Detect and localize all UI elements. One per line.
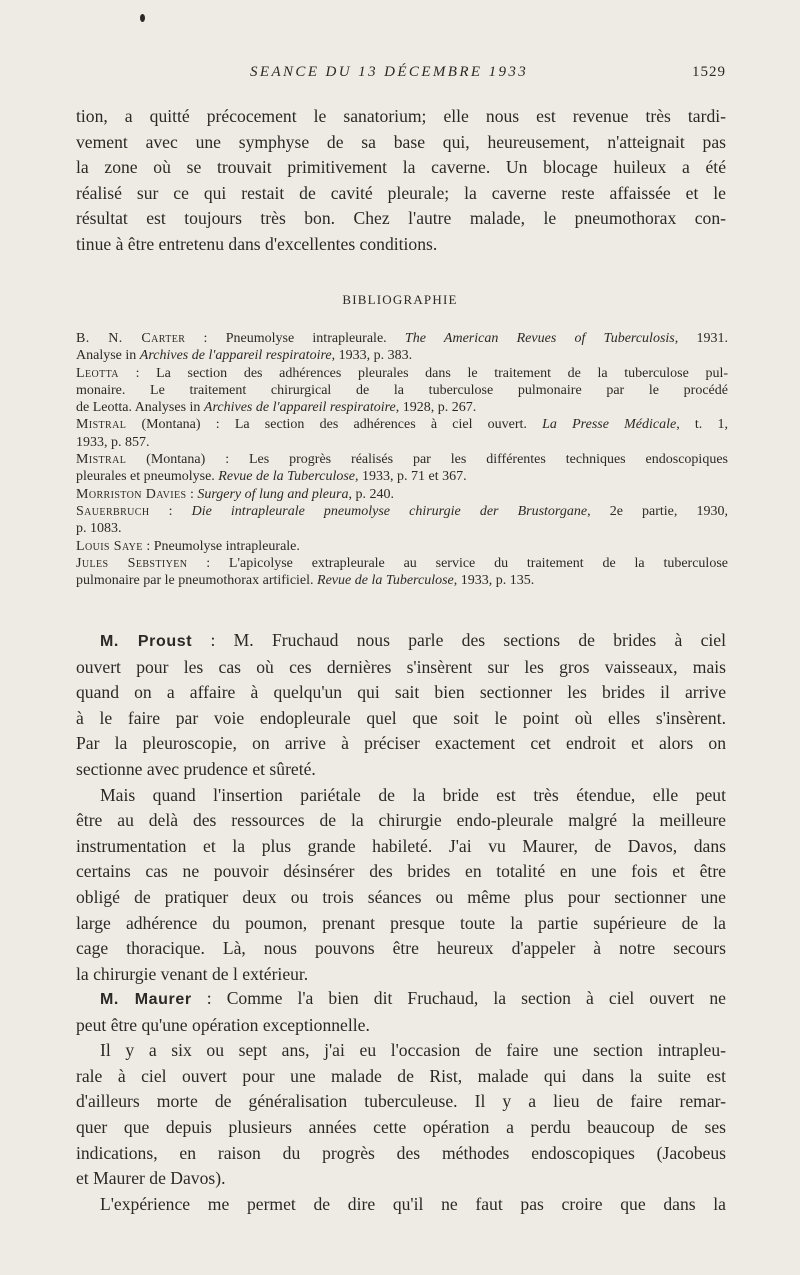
bibliography-text: de Leotta. Analyses in [76, 400, 204, 416]
bibliography-entry [76, 365, 728, 417]
bibliography-text: : La section des adhérences pleurales dans le traitement de la tuberculose pul- [118, 365, 728, 381]
bibliography-text: , 1933, p. 383. [331, 348, 413, 364]
page-number: 1529 [692, 64, 726, 80]
bibliography-author: Leotta [76, 365, 119, 381]
text-line: à le faire par voie endopleurale quel que soit le point où elles s'insèrent. [76, 707, 726, 728]
text-line: tinue à être entretenu dans d'excellentes conditions. [76, 233, 438, 254]
bibliography-text: , 1931. [674, 331, 728, 346]
bibliography-line [76, 330, 728, 347]
text-line: instrumentation et la plus grande habileté. J'ai vu Maurer, de Davos, dans [76, 835, 726, 856]
bibliography-work-title: Archives de l'appareil respiratoire [139, 348, 332, 364]
bibliography-author: Louis Saye [76, 538, 143, 554]
text-line: peut être qu'une opération exceptionnelle. [76, 1014, 370, 1035]
bibliography-work-title: La Presse Médicale [542, 417, 677, 433]
text-line: indications, en raison du progrès des méthodes endoscopiques (Jacobeus [76, 1142, 726, 1163]
bibliography-line [76, 416, 728, 433]
bibliography-text: : Pneumolyse intrapleurale. [185, 331, 405, 346]
speaker-name: M. Proust [100, 633, 193, 650]
bibliography-author: B. N. Carter [76, 331, 186, 346]
bibliography-entry [76, 538, 728, 555]
text-line: obligé de pratiquer deux ou trois séances ou même plus pour sectionner une [76, 886, 726, 907]
running-title: SEANCE DU 13 DÉCEMBRE 1933 [250, 64, 529, 80]
bibliography-text: p. 1083. [76, 521, 122, 537]
bibliography-text: , 2e partie, 1930, [587, 503, 728, 519]
maurer-intervention [76, 986, 726, 1217]
maurer-paragraph-1 [76, 986, 726, 1038]
text-line: large adhérence du poumon, prenant presque toute la partie supérieure de la [76, 912, 726, 933]
text-line: quer que depuis plusieurs années cette opération a perdu beaucoup de ses [76, 1116, 726, 1137]
text-line: ouvert pour les cas où ces dernières s'insèrent sur les gros vaisseaux, mais [76, 656, 726, 677]
text-line: quand on a affaire à quelqu'un qui sait bien sectionner les brides il arrive [76, 682, 726, 703]
text-line: résultat est toujours très bon. Chez l'autre malade, le pneumothorax con- [76, 208, 726, 229]
bibliography-text: (Montana) : La section des adhérences à ciel ouvert. [126, 417, 543, 433]
bibliography-line [76, 486, 728, 503]
bibliography-entry [76, 555, 728, 590]
running-header [0, 64, 800, 86]
bibliography-text: , 1933, p. 135. [453, 573, 535, 589]
bibliography-line [76, 468, 728, 485]
bibliography-text: Analyse in [76, 348, 140, 364]
bibliography-text: : [186, 486, 198, 502]
text-line: la zone où se trouvait primitivement la caverne. Un blocage huileux a été [76, 157, 726, 178]
bibliography-author: Sauerbruch [76, 503, 150, 519]
maurer-paragraph-2 [76, 1038, 726, 1192]
bibliography-line [76, 572, 728, 589]
text-line: Mais quand l'insertion pariétale de la bride est très étendue, elle peut [100, 784, 726, 805]
bibliography-text: monaire. Le traitement chirurgical de la tuberculose pulmonaire par le procédé [76, 382, 728, 398]
bibliography-text: pleurales et pneumolyse. [76, 469, 219, 485]
bibliography-text: , t. 1, [676, 417, 728, 433]
bibliography-author: Jules Sebstiyen [76, 555, 188, 571]
proust-intervention [76, 628, 726, 987]
bibliography-title: BIBLIOGRAPHIE [342, 292, 458, 307]
bibliography-text: , 1933, p. 71 et 367. [355, 469, 467, 485]
bibliography-author: Mistral [76, 417, 127, 433]
bibliography-text: : L'apicolyse extrapleurale au service du traitement de la tuberculose [187, 555, 728, 571]
bibliography-entry [76, 503, 728, 538]
bibliography-line [76, 347, 728, 364]
text-line: la chirurgie venant de l extérieur. [76, 963, 309, 984]
intro-paragraph [76, 104, 726, 258]
bibliography-work-title: The American Revues of Tuberculosis [404, 331, 675, 346]
ink-speck [140, 14, 145, 22]
bibliography-entry [76, 451, 728, 486]
bibliography-entry [76, 486, 728, 503]
bibliography-line [76, 520, 728, 537]
bibliography-work-title: Surgery of lung and pleura [197, 486, 349, 502]
text-line: d'ailleurs morte de généralisation tuberculeuse. Il y a lieu de faire remar- [76, 1091, 726, 1112]
bibliography-text: : Pneumolyse intrapleurale. [142, 538, 300, 554]
bibliography-author: Morriston Davies [76, 486, 187, 502]
bibliography-text: , 1928, p. 267. [395, 400, 477, 416]
bibliography-text: (Montana) : Les progrès réalisés par les différentes techniques endoscopiques [126, 452, 728, 468]
text-line: sectionne avec prudence et sûreté. [76, 758, 316, 779]
text-line: M. Proust : M. Fruchaud nous parle des sections de brides à ciel [100, 630, 726, 650]
bibliography-line [76, 538, 728, 555]
text-line: rale à ciel ouvert pour une malade de Rist, malade qui dans la suite est [76, 1065, 726, 1086]
bibliography-list [76, 330, 728, 589]
bibliography-text: 1933, p. 857. [76, 434, 150, 450]
proust-paragraph-2 [76, 783, 726, 988]
text-line: être au delà des ressources de la chirurgie endo-pleurale malgré la meilleure [76, 810, 726, 831]
bibliography-work-title: Revue de la Tuberculose [218, 469, 356, 485]
bibliography-entry [76, 416, 728, 451]
bibliography-work-title: Revue de la Tuberculose [317, 573, 454, 589]
text-line: vement avec une symphyse de sa base qui, heureusement, n'atteignait pas [76, 131, 726, 152]
bibliography-text: pulmonaire par le pneumothorax artificiel. [76, 573, 318, 589]
bibliography-line [76, 399, 728, 416]
text-line: M. Maurer : Comme l'a bien dit Fruchaud, la section à ciel ouvert ne [100, 988, 726, 1008]
bibliography-line [76, 382, 728, 399]
text-line: certains cas ne pouvoir désinsérer des brides en totalité en une fois et être [76, 861, 726, 882]
proust-paragraph-1 [76, 628, 726, 783]
bibliography-entry [76, 330, 728, 365]
bibliography-line [76, 503, 728, 520]
text-line: cage thoracique. Là, nous pouvons être heureux d'appeler à notre secours [76, 938, 726, 959]
text-line: Par la pleuroscopie, on arrive à préciser exactement cet endroit et alors on [76, 733, 726, 754]
bibliography-line [76, 451, 728, 468]
bibliography-text: : [149, 503, 192, 519]
bibliography-line [76, 365, 728, 382]
intro-text [76, 104, 726, 258]
text-line: Il y a six ou sept ans, j'ai eu l'occasion de faire une section intrapleu- [100, 1040, 726, 1061]
speaker-name: M. Maurer [100, 991, 192, 1008]
bibliography-work-title: Die intrapleurale pneumolyse chirurgie der Brustorgane [191, 503, 588, 519]
text-line: L'expérience me permet de dire qu'il ne faut pas croire que dans la [100, 1193, 726, 1214]
text-line: et Maurer de Davos). [76, 1168, 226, 1189]
bibliography-work-title: Archives de l'appareil respiratoire [203, 400, 396, 416]
maurer-paragraph-3 [76, 1192, 726, 1218]
text-line: tion, a quitté précocement le sanatorium; elle nous est revenue très tardi- [76, 106, 726, 126]
bibliography-line [76, 434, 728, 451]
bibliography-text: , p. 240. [348, 486, 394, 502]
text-line: réalisé sur ce qui restait de cavité pleurale; la caverne reste affaissée et le [76, 182, 726, 203]
bibliography-line [76, 555, 728, 572]
bibliography-author: Mistral [76, 452, 127, 468]
